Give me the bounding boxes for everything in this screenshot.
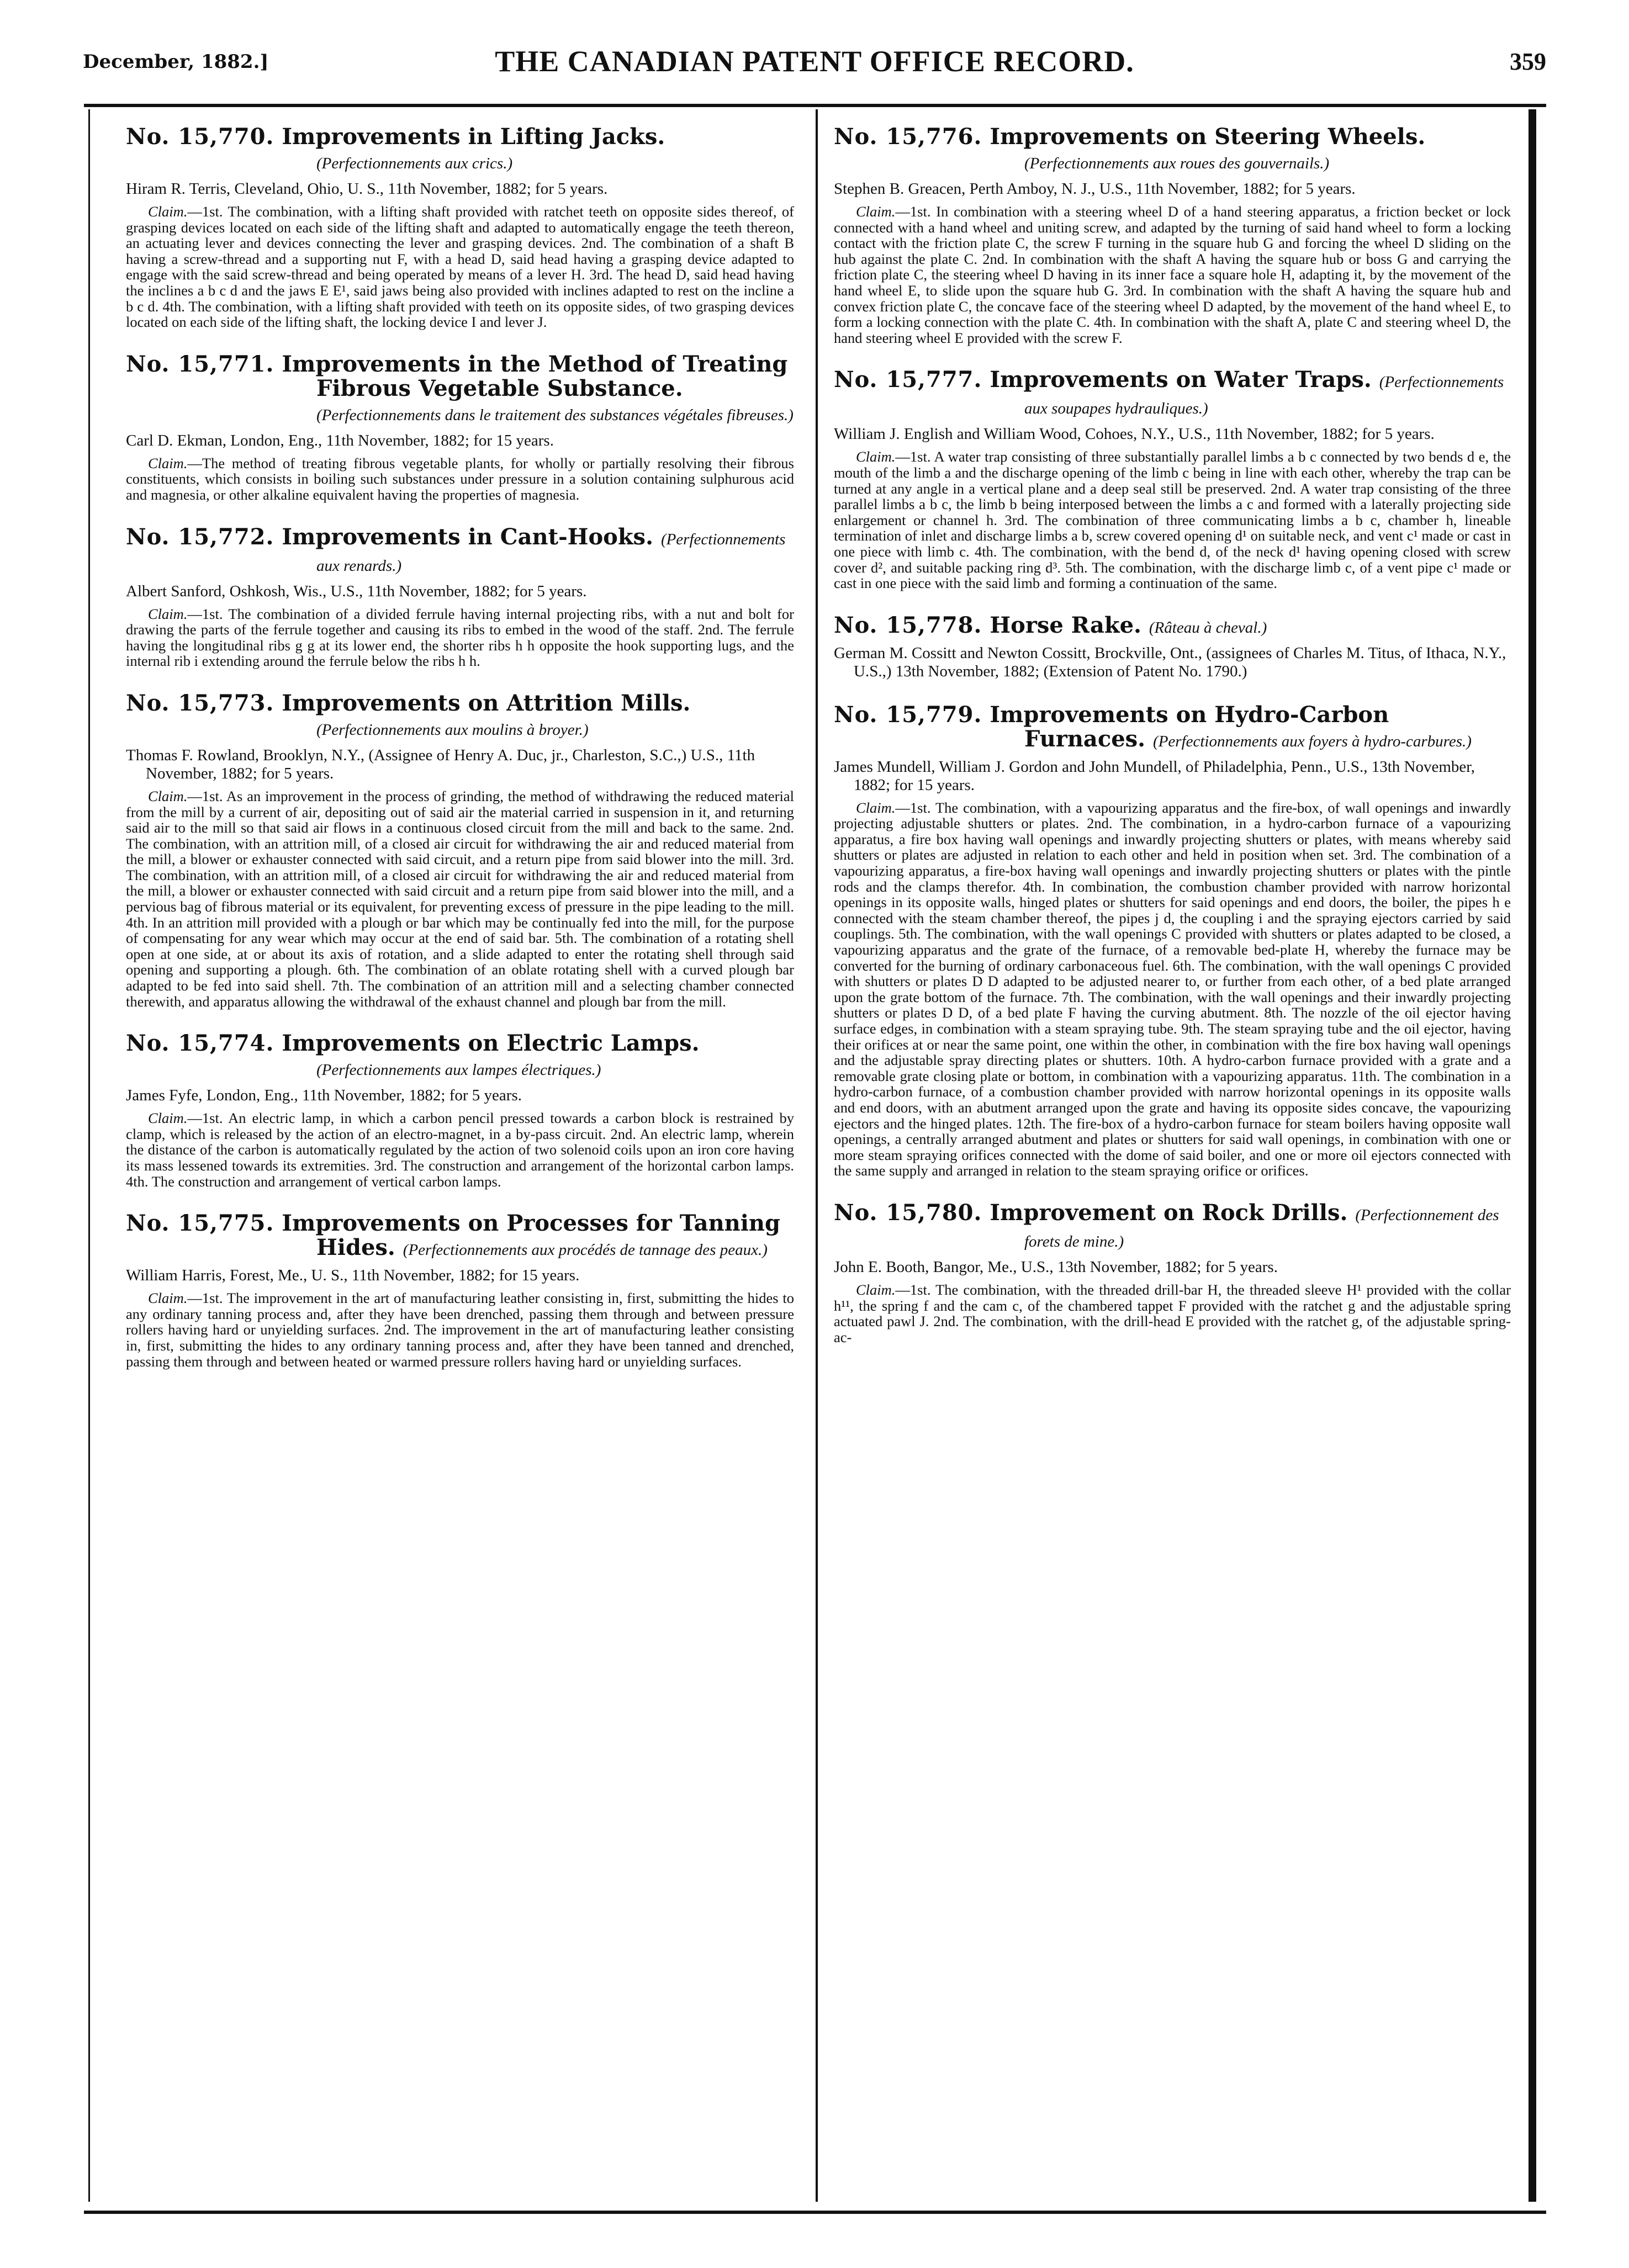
patent-title: Improvements on Hydro-Carbon Furnaces. bbox=[990, 701, 1389, 752]
patent-number: No. 15,774. bbox=[126, 1030, 274, 1057]
claim-body: —1st. As an improvement in the process of grinding, the method of withdrawing the reduced material from the mill by a current of air, depositing out of said air the material carried in suspension in it, and returning said air to the mill so that said air flows in a continuous closed circuit from the mill and back to the same. 2nd. The combination, with an attrition mill, of a closed air circuit for withdrawing the air and reduced material from the mill, a blower or exhauster connected with said circuit, and a return pipe from said blower into the mill. 3rd. The combination, with an attrition mill, of a closed air circuit for withdrawing the air and reduced material from the mill, a blower or exhauster connected with said circuit and a return pipe from said blower into the mill, and a pervious bag of fibrous material or its equivalent, for preventing excess of pressure in the pipe leading to the mill. 4th. In an attrition mill provided with a plough or bar which may be continually fed into the mill, for the purpose of compensating for any wear which may occur at the end of said bar. 5th. The combination of a rotating shell open at one side, at or about its axis of rotation, and a slide adapted to enter the rotating shell through said opening and supporting a plough. 6th. The combination of an oblate rotating shell with a curved plough bar adapted to be fed into said shell. 7th. The combination of an attrition mill and a selecting chamber connected therewith, and apparatus allowing the withdrawal of the exhaust channel and plough bar from the mill. bbox=[126, 787, 794, 1010]
claim-text bbox=[126, 455, 794, 503]
claim-label: Claim. bbox=[148, 1110, 188, 1127]
patent-number: No. 15,775. bbox=[126, 1210, 274, 1237]
claim-body: —1st. The combination of a divided ferrule having internal projecting ribs, with a nut and bolt for drawing the parts of the ferrule together and causing its ribs to embed in the wood of the staff. 2nd. The ferrule having the longitudinal ribs g g at its lower end, the shorter ribs h h opposite the hook supporting lugs, and the internal rib i extending around the ferrule below the ribs h h. bbox=[126, 605, 794, 670]
inventor-line: Stephen B. Greacen, Perth Amboy, N. J., U.S., 11th November, 1882; for 5 years. bbox=[834, 180, 1356, 198]
inventor-line: Carl D. Ekman, London, Eng., 11th November, 1882; for 15 years. bbox=[126, 431, 554, 449]
patent-title: Improvements in Lifting Jacks. bbox=[282, 125, 665, 150]
inventor-line: William Harris, Forest, Me., U. S., 11th November, 1882; for 15 years. bbox=[126, 1267, 580, 1285]
patent-entry-15780 bbox=[834, 1201, 1511, 1345]
claim-label: Claim. bbox=[148, 605, 188, 622]
patent-number: No. 15,773. bbox=[126, 690, 274, 716]
claim-label: Claim. bbox=[856, 1281, 896, 1298]
inventor-line: James Mundell, William J. Gordon and John Mundell, of Philadelphia, Penn., U.S., 13th November, 1882; for 15 years. bbox=[834, 757, 1475, 794]
running-head bbox=[83, 44, 1546, 83]
right-column bbox=[834, 125, 1511, 2201]
entry-title bbox=[834, 613, 1511, 640]
column-divider bbox=[816, 109, 818, 2202]
patent-number: No. 15,778. bbox=[834, 612, 982, 638]
left-column bbox=[126, 125, 794, 2201]
patent-entry-15771 bbox=[126, 352, 794, 503]
patent-entry-15773 bbox=[126, 691, 794, 1009]
claim-label: Claim. bbox=[856, 448, 896, 465]
claim-text bbox=[126, 606, 794, 669]
french-title: (Perfectionnements aux roues des gouvernails.) bbox=[1024, 155, 1330, 172]
claim-body: —The method of treating fibrous vegetable plants, for wholly or partially resolving their fibrous constituents, which consists in boiling such substances under pressure in a solution containing sulphurous acid and magnesia, or other alkaline equivalent having the properties of magnesia. bbox=[126, 454, 794, 503]
french-title: (Perfectionnements aux foyers à hydro-carbures.) bbox=[1153, 732, 1472, 750]
patent-title: Improvements on Processes for Tanning Hides. bbox=[282, 1210, 780, 1261]
patent-number: No. 15,779. bbox=[834, 701, 982, 728]
claim-text bbox=[126, 788, 794, 1009]
entry-title bbox=[126, 352, 794, 427]
frame-left-rule bbox=[88, 109, 90, 2202]
entry-title bbox=[126, 125, 794, 176]
frame-right-rule bbox=[1528, 109, 1536, 2202]
claim-label: Claim. bbox=[148, 454, 188, 471]
claim-label: Claim. bbox=[856, 203, 896, 220]
entry-title bbox=[126, 1031, 794, 1082]
claim-body: —1st. A water trap consisting of three substantially parallel limbs a b c connected by two bends d e, the mouth of the limb a and the discharge opening of the limb c being in line with each other, whereby the trap can be turned at any angle in a vertical plane and a deep seal still be preserved. 2nd. A water trap consisting of the three parallel limbs a b c, the limb b being interposed between the limbs a c and formed with a laterally projecting side enlargement or channel h. 3rd. The combination of three communicating limbs a b c, chamber h, lineable termination of inlet and discharge limbs a b, screw covered opening d¹ on suitable neck, and vent c¹ made or cast in one piece with limb c. 4th. The combination, with the bend d, of the neck d¹ having opening closed with screw cover d², and suitable packing ring d³. 5th. The combination, with the discharge limb c, of a vent pipe c¹ made or cast in one piece with the said limb and forming a continuation of the same. bbox=[834, 448, 1511, 592]
claim-body: —1st. In combination with a steering wheel D of a hand steering apparatus, a friction becket or lock connected with a hand wheel and uniting screw, and adapted by the turning of said hand wheel to form a locking contact with the friction plate C, the screw F turning in the square hub G and forcing the wheel D sliding on the hub against the plate C. 2nd. In combination with the shaft A having the square hub or boss G and carrying the friction plate C, the steering wheel D having in its inner face a square hole H, adapting it, by the movement of the hand wheel E, to slide upon the square hub G. 3rd. In combination with the shaft A having the square hub and convex friction plate C, the concave face of the steering wheel D adapted, by the movement of the hand wheel E, to form a locking connection with the plate C. 4th. In combination with the shaft A, plate C and steering wheel D, the hand steering wheel E provided with the screw F. bbox=[834, 203, 1511, 346]
claim-text bbox=[834, 204, 1511, 346]
claim-text bbox=[126, 1290, 794, 1369]
patent-title: Horse Rake. bbox=[990, 612, 1141, 638]
patent-title: Improvements on Water Traps. bbox=[990, 367, 1372, 393]
patent-title: Improvement on Rock Drills. bbox=[990, 1199, 1348, 1226]
inventor-line: John E. Booth, Bangor, Me., U.S., 13th November, 1882; for 5 years. bbox=[834, 1258, 1278, 1276]
publication-title: THE CANADIAN PATENT OFFICE RECORD. bbox=[495, 45, 1134, 78]
inventor-line: Albert Sanford, Oshkosh, Wis., U.S., 11th November, 1882; for 5 years. bbox=[126, 582, 587, 600]
claim-body: —1st. The combination, with a lifting shaft provided with ratchet teeth on opposite sides thereof, of grasping devices located on each side of the lifting shaft and adapted to automatically engage the teeth thereon, an actuating lever and devices connecting the lever and grasping devices. 2nd. The combination of a shaft B having a screw-thread and a supporting nut F, with a head D, said head having a grasping device adapted to engage with the said screw-thread and being operated by means of a lever H. 3rd. The head D, said head having the inclines a b c d and the jaws E E¹, said jaws being also provided with inclines adapted to rest on the incline a b c d. 4th. The combination, with a lifting shaft provided with teeth on its opposite sides, of two grasping devices located on each side of the lifting shaft, the locking device I and lever J. bbox=[126, 203, 794, 331]
page-number: 359 bbox=[1510, 48, 1546, 75]
patent-number: No. 15,770. bbox=[126, 125, 274, 150]
french-title: (Perfectionnement des forets de mine.) bbox=[1024, 1206, 1499, 1250]
patent-title: Improvements in Cant-Hooks. bbox=[282, 523, 653, 550]
inventor-line: William J. English and William Wood, Cohoes, N.Y., U.S., 11th November, 1882; for 5 years. bbox=[834, 425, 1435, 443]
french-title: (Perfectionnements dans le traitement des substances végétales fibreuses.) bbox=[316, 406, 794, 424]
claim-body: —1st. The improvement in the art of manufacturing leather consisting in, first, submitting the hides to any ordinary tanning process and, after they have been drenched, passing them through and between pressure rollers having hard or unyielding surfaces. 2nd. The improvement in the art of manufacturing leather consisting in, first, submitting the hides to any ordinary tanning process and, after they have been tanned and drenched, passing them through and between heated or warmed pressure rollers having hard or unyielding surfaces. bbox=[126, 1290, 794, 1370]
entry-title bbox=[126, 691, 794, 742]
patent-number: No. 15,777. bbox=[834, 367, 982, 393]
inventor-line: German M. Cossitt and Newton Cossitt, Brockville, Ont., (assignees of Charles M. Titus, of Ithaca, N.Y., U.S.,) 13th November, 1882; (Extension of Patent No. 1790.) bbox=[834, 644, 1506, 680]
claim-text bbox=[834, 449, 1511, 591]
inventor-line: Hiram R. Terris, Cleveland, Ohio, U. S., 11th November, 1882; for 5 years. bbox=[126, 180, 608, 198]
patent-number: No. 15,776. bbox=[834, 125, 982, 150]
patent-entry-15779 bbox=[834, 703, 1511, 1179]
patent-entry-15772 bbox=[126, 525, 794, 669]
entry-title bbox=[834, 703, 1511, 754]
issue-date: December, 1882.] bbox=[83, 51, 269, 73]
claim-label: Claim. bbox=[148, 203, 188, 220]
french-title: (Perfectionnements aux crics.) bbox=[316, 155, 513, 172]
patent-title: Improvements on Attrition Mills. bbox=[282, 690, 691, 716]
patent-number: No. 15,771. bbox=[126, 351, 274, 377]
patent-title: Improvements on Steering Wheels. bbox=[990, 125, 1426, 150]
patent-number: No. 15,780. bbox=[834, 1199, 982, 1226]
claim-label: Claim. bbox=[856, 799, 896, 816]
entry-title bbox=[834, 1201, 1511, 1254]
patent-entry-15774 bbox=[126, 1031, 794, 1189]
patent-title: Improvements in the Method of Treating Fibrous Vegetable Substance. bbox=[282, 351, 788, 401]
french-title: (Perfectionnements aux procédés de tannage des peaux.) bbox=[403, 1241, 768, 1259]
patent-number: No. 15,772. bbox=[126, 523, 274, 550]
patent-entry-15770 bbox=[126, 125, 794, 330]
patent-entry-15777 bbox=[834, 368, 1511, 591]
patent-entry-15776 bbox=[834, 125, 1511, 346]
claim-label: Claim. bbox=[148, 787, 188, 804]
entry-title bbox=[126, 525, 794, 578]
entry-title bbox=[834, 125, 1511, 176]
french-title: (Perfectionnements aux moulins à broyer.) bbox=[316, 720, 589, 739]
claim-body: —1st. An electric lamp, in which a carbon pencil pressed towards a carbon block is restrained by clamp, which is released by the action of an electro-magnet, in a by-pass circuit. 2nd. An electric lamp, wherein the distance of the carbon is automatically regulated by the action of two solenoid coils upon an iron core having its mass lessened towards its extremities. 3rd. The construction and arrangement of the horizontal carbon lamps. 4th. The construction and arrangement of vertical carbon lamps. bbox=[126, 1110, 794, 1190]
inventor-line: James Fyfe, London, Eng., 11th November, 1882; for 5 years. bbox=[126, 1087, 522, 1105]
patent-entry-15775 bbox=[126, 1211, 794, 1369]
french-title: (Perfectionnements aux renards.) bbox=[316, 530, 786, 575]
inventor-line: Thomas F. Rowland, Brooklyn, N.Y., (Assignee of Henry A. Duc, jr., Charleston, S.C.,) U.S., 11th November, 1882; for 5 years. bbox=[126, 746, 755, 782]
claim-body: —1st. The combination, with the threaded drill-bar H, the threaded sleeve H¹ provided with the collar h¹¹, the spring f and the cam c, of the chambered tappet F provided with the ratchet g and the adjustable spring actuated pawl J. 2nd. The combination, with the drill-head E provided with the ratchet g, of the adjustable spring-ac- bbox=[834, 1281, 1511, 1345]
claim-text bbox=[834, 800, 1511, 1179]
claim-text bbox=[834, 1282, 1511, 1345]
french-title: (Perfectionnements aux soupapes hydrauliques.) bbox=[1024, 373, 1504, 418]
claim-body: —1st. The combination, with a vapourizing apparatus and the fire-box, of wall openings and inwardly projecting adjustable shutters or plates. 2nd. The combination, in a hydro-carbon furnace of a vapourizing apparatus, a fire box having wall openings and inwardly projecting shutters or plates, with means whereby said shutters or plates are adjusted in relation to each other and held in position when set. 3rd. The combination of a vapourizing apparatus, a fire-box having wall openings and inwardly projecting shutters or plates with the pintle rods and the clamps therefor. 4th. In combination, the combustion chamber provided with narrow horizontal openings in its opposite walls, hinged plates or shutters for said openings and end doors, the boiler, the pipes h e connected with the steam chamber thereof, the pipes j d, the coupling i and the spraying ejectors carried by said couplings. 5th. The combination, with the wall openings C provided with shutters or plates adapted to be closed, a vapourizing apparatus and the grate of the furnace, of a removable bed-plate H, whereby the furnace may be converted for the burning of ordinary carbonaceous fuel. 6th. The combination, with the wall openings C provided with shutters or plates D D adapted to be adjusted nearer to, or further from each other, of a bed plate arranged upon the grate bottom of the furnace. 7th. The combination, with the wall openings and their inwardly projecting shutters or plates D D, of a bed plate F having the curving abutment. 8th. The nozzle of the oil ejector having surface edges, in combination with a steam spraying tube. 9th. The steam spraying tube and the oil ejector, having their orifices at or near the same point, one within the other, in combination with the fire box having wall openings and the adjustable spray directing plates or shutters. 10th. A hydro-carbon furnace provided with a grate and a removable grate closing plate or bottom, in combination with a vapourizing apparatus. 11th. The combination in a hydro-carbon furnace, of a combustion chamber provided with narrow horizontal openings in its opposite walls and end doors, with an abutment arranged upon the grate and having its opposite sides concave, the vapourizing ejectors and the hinged plates. 12th. The fire-box of a hydro-carbon furnace for steam boilers having opposite wall openings, a centrally arranged abutment and plates or shutters for said wall openings, in combination with one or more steam spraying orifices connected with the dome of said boiler, and one or more oil ejectors connected with the same supply and arranged in relation to the steam spraying orifice or orifices. bbox=[834, 799, 1511, 1179]
claim-label: Claim. bbox=[148, 1290, 188, 1307]
entry-title bbox=[834, 368, 1511, 421]
french-title: (Perfectionnements aux lampes électriques.) bbox=[316, 1061, 601, 1079]
patent-title: Improvements on Electric Lamps. bbox=[282, 1030, 700, 1057]
claim-text bbox=[126, 204, 794, 330]
entry-title bbox=[126, 1211, 794, 1262]
patent-entry-15778 bbox=[834, 613, 1511, 681]
claim-text bbox=[126, 1110, 794, 1189]
french-title: (Râteau à cheval.) bbox=[1149, 618, 1267, 637]
